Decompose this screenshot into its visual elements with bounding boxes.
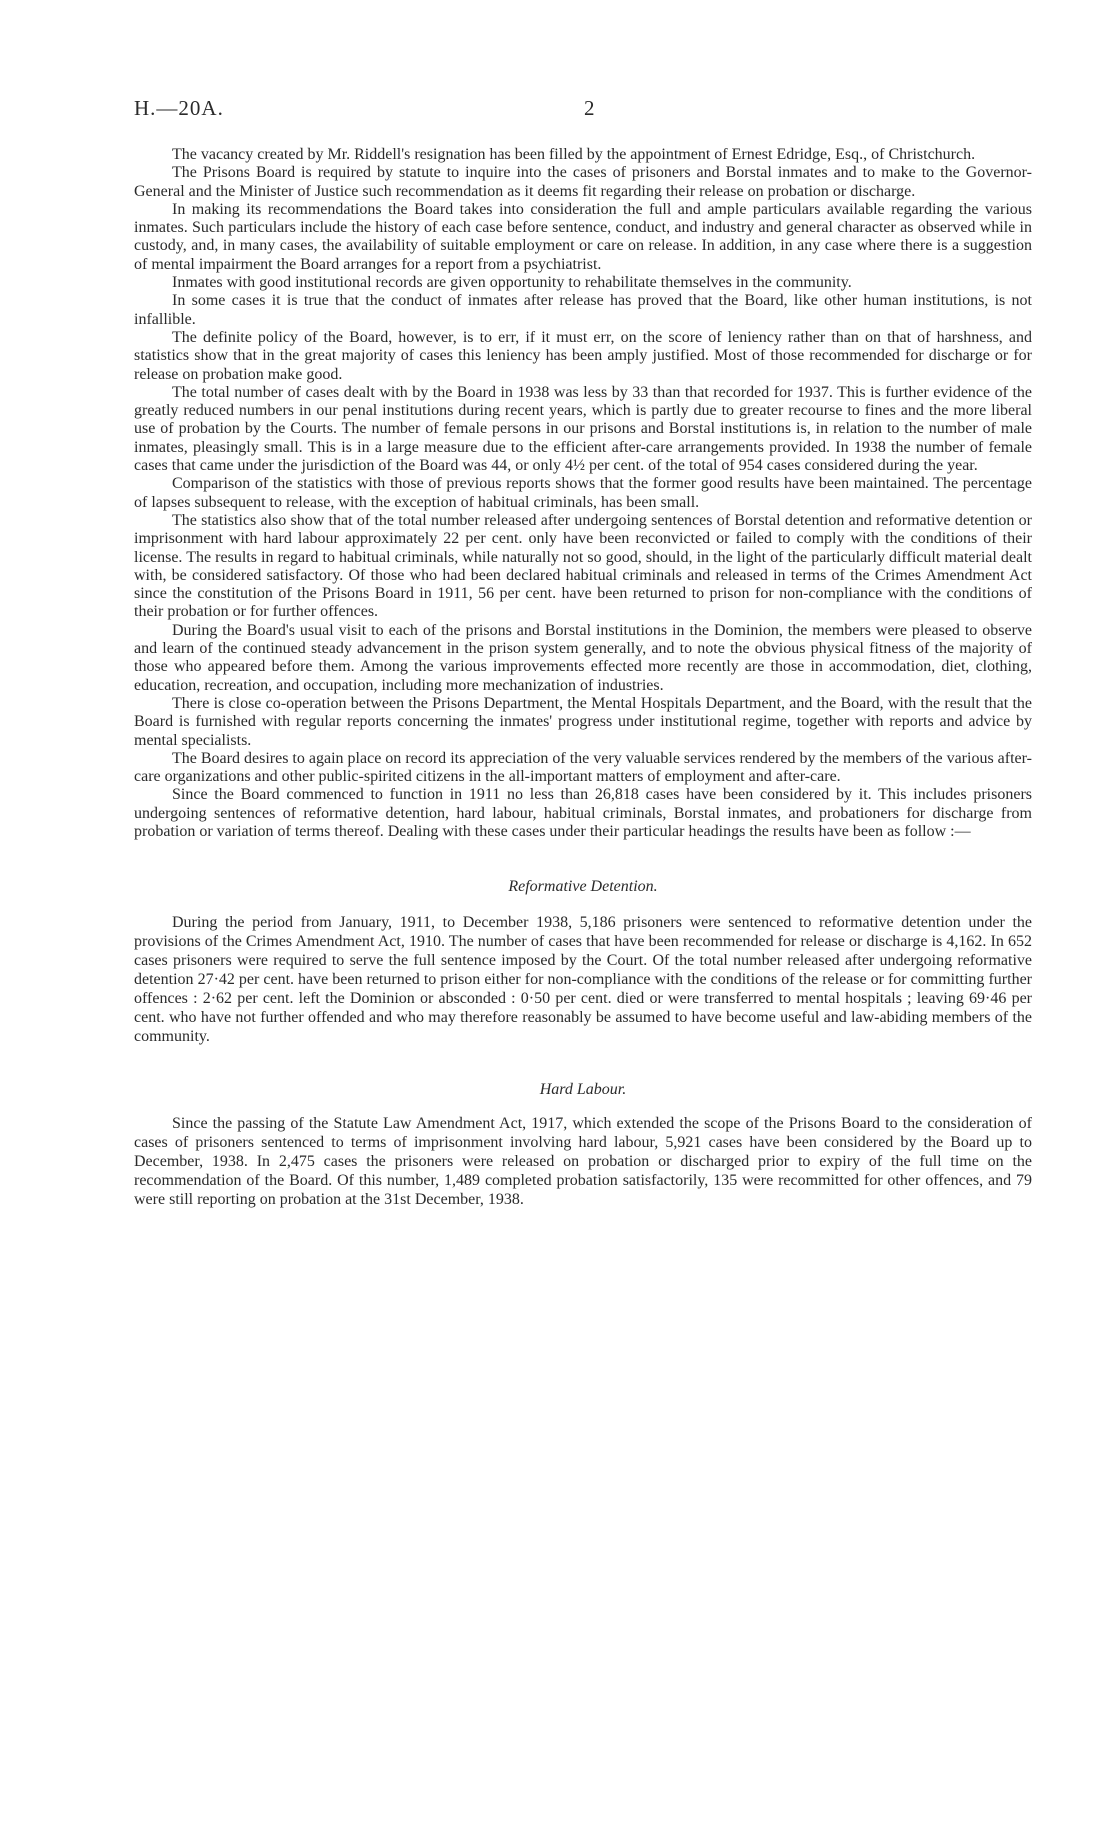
paragraph: The statistics also show that of the total number released after undergoing sentences of Borstal detention and reformative detention or imprisonment with hard labour approximately 22 per cent. only have been reconvicted or failed to comply with the conditions of their license. The results in regard to habitual criminals, while naturally not so good, should, in the light of the particularly difficult material dealt with, be considered satisfactory. Of those who had been declared habitual criminals and released in terms of the Crimes Amendment Act since the constitution of the Prisons Board in 1911, 56 per cent. have been returned to prison for non-compliance with the conditions of their probation or for further offences. — [134, 511, 1032, 621]
paragraph: In some cases it is true that the conduct of inmates after release has proved that the Board, like other human institutions, is not infallible. — [134, 292, 1032, 328]
section-heading-reformative-detention: Reformative Detention. — [508, 878, 658, 896]
page-number: 2 — [584, 96, 595, 120]
paragraph: The Prisons Board is required by statute to inquire into the cases of prisoners and Borstal inmates and to make to the Governor-General and the Minister of Justice such recommendation as it deems fit regarding their release on probation or discharge. — [134, 164, 1032, 200]
paragraph: Since the Board commenced to function in 1911 no less than 26,818 cases have been considered by it. This includes prisoners undergoing sentences of reformative detention, hard labour, habitual criminals, Borstal inmates, and probationers for discharge from probation or variation of terms thereof. Dealing with these cases under their particular headings the results have been as follow :— — [134, 786, 1032, 840]
section-paragraph: Since the passing of the Statute Law Amendment Act, 1917, which extended the scope of the Prisons Board to the consideration of cases of prisoners sentenced to terms of imprisonment involving hard labour, 5,921 cases have been considered by the Board up to December, 1938. In 2,475 cases the prisoners were released on probation or discharged prior to expiry of the full time on the recommendation of the Board. Of this number, 1,489 completed probation satisfactorily, 135 were recommitted for other offences, and 79 were still reporting on probation at the 31st December, 1938. — [134, 1115, 1032, 1209]
paragraph: The total number of cases dealt with by the Board in 1938 was less by 33 than that recorded for 1937. This is further evidence of the greatly reduced numbers in our penal institutions during recent years, which is partly due to greater recourse to fines and the more liberal use of probation by the Courts. The number of female persons in our prisons and Borstal institutions is, in relation to the number of male inmates, pleasingly small. This is in a large measure due to the efficient after-care arrangements provided. In 1938 the number of female cases that came under the jurisdiction of the Board was 44, or only 4½ per cent. of the total of 954 cases considered during the year. — [134, 383, 1032, 475]
paragraph: During the Board's usual visit to each of the prisons and Borstal institutions in the Dominion, the members were pleased to observe and learn of the continued steady advancement in the prison system generally, and to note the obvious physical fitness of the majority of those who appeared before them. Among the various improvements effected more recently are those in accommodation, diet, clothing, education, recreation, and occupation, including more mechanization of industries. — [134, 621, 1032, 694]
page-header — [134, 96, 1014, 126]
paragraph: In making its recommendations the Board takes into consideration the full and ample particulars available regarding the various inmates. Such particulars include the history of each case before sentence, conduct, and industry and general character as observed while in custody, and, in many cases, the availability of suitable employment or care on release. In addition, in any case where there is a suggestion of mental impairment the Board arranges for a report from a psychiatrist. — [134, 200, 1032, 273]
section-paragraph: During the period from January, 1911, to December 1938, 5,186 prisoners were sentenced to reformative detention under the provisions of the Crimes Amendment Act, 1910. The number of cases that have been recommended for release or discharge is 4,162. In 652 cases prisoners were required to serve the full sentence imposed by the Court. Of the total number released after undergoing reformative detention 27·42 per cent. have been returned to prison either for non-compliance with the conditions of the release or for committing further offences : 2·62 per cent. left the Dominion or absconded : 0·50 per cent. died or were transferred to mental hospitals ; leaving 69·46 per cent. who have not further offended and who may therefore reasonably be assumed to have become useful and law-abiding members of the community. — [134, 914, 1032, 1046]
section-heading-hard-labour: Hard Labour. — [539, 1081, 627, 1099]
paragraph: Comparison of the statistics with those of previous reports shows that the former good results have been maintained. The percentage of lapses subsequent to release, with the exception of habitual criminals, has been small. — [134, 475, 1032, 511]
paragraph: The vacancy created by Mr. Riddell's resignation has been filled by the appointment of Ernest Edridge, Esq., of Christchurch. — [172, 146, 976, 163]
paragraph: The Board desires to again place on record its appreciation of the very valuable services rendered by the members of the various after-care organizations and other public-spirited citizens in the all-important matters of employment and after-care. — [134, 749, 1032, 786]
body-text — [134, 146, 1032, 1209]
paragraph: There is close co-operation between the Prisons Department, the Mental Hospitals Department, and the Board, with the result that the Board is furnished with regular reports concerning the inmates' progress under institutional regime, together with reports and advice by mental specialists. — [134, 694, 1032, 749]
paragraph: The definite policy of the Board, however, is to err, if it must err, on the score of leniency rather than on that of harshness, and statistics show that in the great majority of cases this leniency has been amply justified. Most of those recommended for discharge or for release on probation make good. — [134, 328, 1032, 383]
document-reference: H.—20A. — [134, 96, 224, 120]
paragraph: Inmates with good institutional records are given opportunity to rehabilitate themselves in the community. — [172, 274, 852, 292]
